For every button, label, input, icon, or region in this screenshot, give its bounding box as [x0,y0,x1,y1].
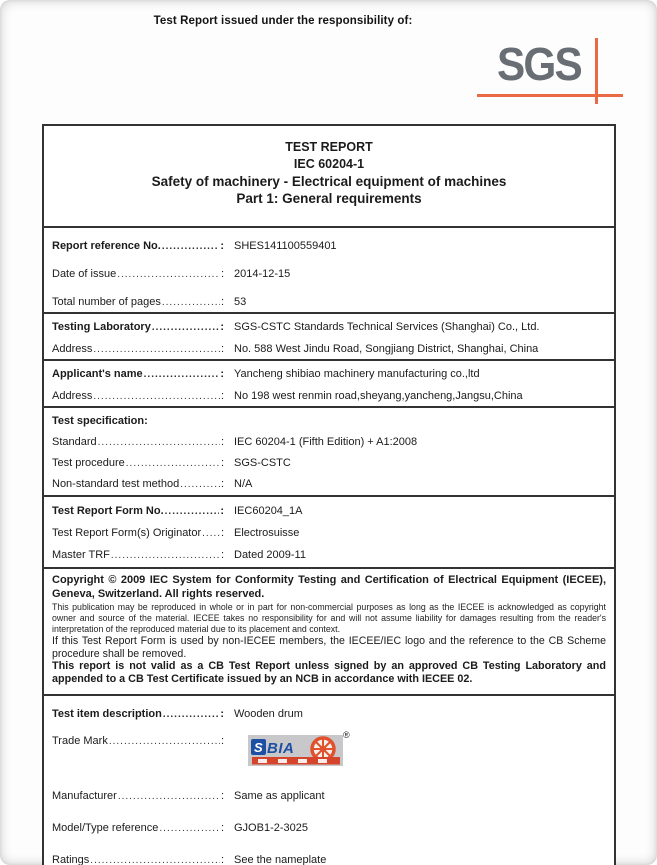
dot-leader [118,780,220,813]
field-label: Date of issue [52,268,117,280]
field-row-standard: Standard ..... : IEC 60204-1 (Fifth Edition) + A1:2008 [52,432,606,453]
dot-leader [126,453,220,474]
dot-leader [90,844,220,865]
section-test-report-form [44,495,614,567]
wheel-icon [312,738,334,760]
dot-leader [93,385,220,408]
field-label: Total number of pages [52,296,161,308]
trademark-logo-graphic [248,730,352,768]
field-label: Trade Mark [52,735,108,747]
section-test-item [44,694,614,865]
dot-leader [165,500,220,523]
field-label: Applicant's name [52,368,143,380]
field-label: Standard [52,436,97,448]
field-value: Yancheng shibiao machinery manufacturing co.,ltd [234,368,480,380]
field-value: Same as applicant [234,790,325,802]
copyright-note: If this Test Report Form is used by non-IECEE members, the IECEE/IEC logo and the reference to the CB Scheme procedure shall be removed. [52,635,606,660]
dot-leader [202,522,220,545]
field-label: Test procedure [52,457,125,469]
copyright-fine-print: This publication may be reproduced in whole or in part for non-commercial purposes as long as the IECEE is acknowledged as copyright owner and source of the material. IECEE takes no responsibility for and will not assume liability for damages resulting from the reader's interpretation of the reproduced material due to its placement and context. [52,602,606,634]
dot-leader [109,728,220,755]
field-row-non-standard-method: Non-standard test method ..... : N/A [52,474,606,495]
field-label: Address [52,390,93,402]
field-row-master-trf: Master TRF ..... : Dated 2009-11 [52,544,606,566]
field-value: See the nameplate [234,854,327,865]
field-row-report-reference: Report reference No. ..... : SHES141100559401 [52,232,606,260]
field-row-test-item-description: Test item description ..... : Wooden drum [52,700,606,728]
field-value: SHES141100559401 [234,240,337,252]
field-row-trade-mark: Trade Mark ..... : S BIA ® [52,728,606,780]
section-test-specification [44,406,614,495]
field-value: Wooden drum [234,708,303,720]
field-value: 53 [234,296,247,308]
field-label: Master TRF [52,549,110,561]
field-value: SGS-CSTC [234,457,291,469]
dot-leader [117,260,220,289]
registered-mark-icon: ® [343,730,350,740]
field-label: Manufacturer [52,790,117,802]
field-row-trf-originator: Test Report Form(s) Originator ..... : Electrosuisse [52,522,606,544]
field-value: Electrosuisse [234,527,300,539]
dot-leader [163,700,220,729]
field-row-test-spec-heading [52,411,606,432]
dot-leader [98,432,220,453]
sgs-logo-underline [477,94,623,97]
field-value: No 198 west renmin road,sheyang,yancheng,Jangsu,China [234,390,523,402]
field-row-lab-address: Address ..... : No. 588 West Jindu Road, Songjiang District, Shanghai, China [52,338,606,360]
dot-leader [162,288,220,317]
dot-leader [93,338,220,361]
field-value: GJOB1-2-3025 [234,822,308,834]
report-table [42,124,616,865]
dot-leader [144,363,220,386]
field-label: Test item description [52,708,162,720]
field-label: Report reference No. [52,240,161,252]
field-row-model-type-reference: Model/Type reference ..... : GJOB1-2-3025 [52,812,606,844]
field-label: Test Report Form(s) Originator [52,527,202,539]
trademark-logo [248,730,352,781]
copyright-warning: This report is not valid as a CB Test Report unless signed by an approved CB Testing Laboratory and appended to a CB Test Certificate issued by an NCB in accordance with IECEE 02. [52,660,606,686]
field-value: SGS-CSTC Standards Technical Services (Shanghai) Co., Ltd. [234,321,540,333]
sgs-logo-vertical-line [595,38,598,104]
section-testing-laboratory [44,312,614,359]
field-value: 2014-12-15 [234,268,291,280]
field-row-manufacturer: Manufacturer ..... : Same as applicant [52,780,606,812]
field-row-ratings: Ratings ..... : See the nameplate [52,844,606,865]
field-row-test-procedure: Test procedure ..... : SGS-CSTC [52,453,606,474]
field-row-date-of-issue: Date of issue ..... : 2014-12-15 [52,260,606,288]
field-row-applicant-name: Applicant's name ..... : Yancheng shibiao machinery manufacturing co.,ltd [52,363,606,385]
field-value: No. 588 West Jindu Road, Songjiang District, Shanghai, China [234,343,539,355]
section-report-reference [44,226,614,312]
field-value: IEC 60204-1 (Fifth Edition) + A1:2008 [234,436,418,448]
field-label: Non-standard test method [52,478,180,490]
title-line-4: Part 1: General requirements [236,191,422,206]
dot-leader [180,474,220,495]
field-row-applicant-address: Address ..... : No 198 west renmin road,sheyang,yancheng,Jangsu,China [52,385,606,407]
field-row-testing-laboratory: Testing Laboratory ..... : SGS-CSTC Standards Technical Services (Shanghai) Co., Ltd. [52,316,606,338]
sgs-logo-text: SGS [497,38,581,90]
section-heading: Test specification: [52,415,148,427]
field-label: Test Report Form No. [52,505,164,517]
title-line-1: TEST REPORT [285,140,373,154]
field-row-total-pages: Total number of pages ..... : 53 [52,288,606,316]
field-row-trf-no: Test Report Form No. ..... : IEC60204_1A [52,500,606,522]
issued-under-responsibility-line: Test Report issued under the responsibility of: [153,15,413,27]
dot-leader [159,812,220,845]
title-block [44,126,614,226]
title-line-2: IEC 60204-1 [293,157,365,171]
field-label: Address [52,343,93,355]
trademark-logo-initial: S [254,740,263,755]
field-label: Ratings [52,854,90,865]
dot-leader [111,544,220,567]
field-label: Testing Laboratory [52,321,151,333]
copyright-heading: Copyright © 2009 IEC System for Conformity Testing and Certification of Electrical Equipment (IECEE), Geneva, Switzerland. All rights reserved. [52,574,606,600]
section-copyright [44,567,614,694]
field-label: Model/Type reference [52,822,159,834]
section-applicant [44,359,614,406]
field-value: Dated 2009-11 [234,549,306,561]
dot-leader [152,316,220,339]
trademark-logo-text-bia: BIA [267,740,295,757]
dot-leader [162,232,220,261]
title-line-3: Safety of machinery - Electrical equipment of machines [151,174,507,189]
field-value: IEC60204_1A [234,505,303,517]
field-value: N/A [234,478,253,490]
